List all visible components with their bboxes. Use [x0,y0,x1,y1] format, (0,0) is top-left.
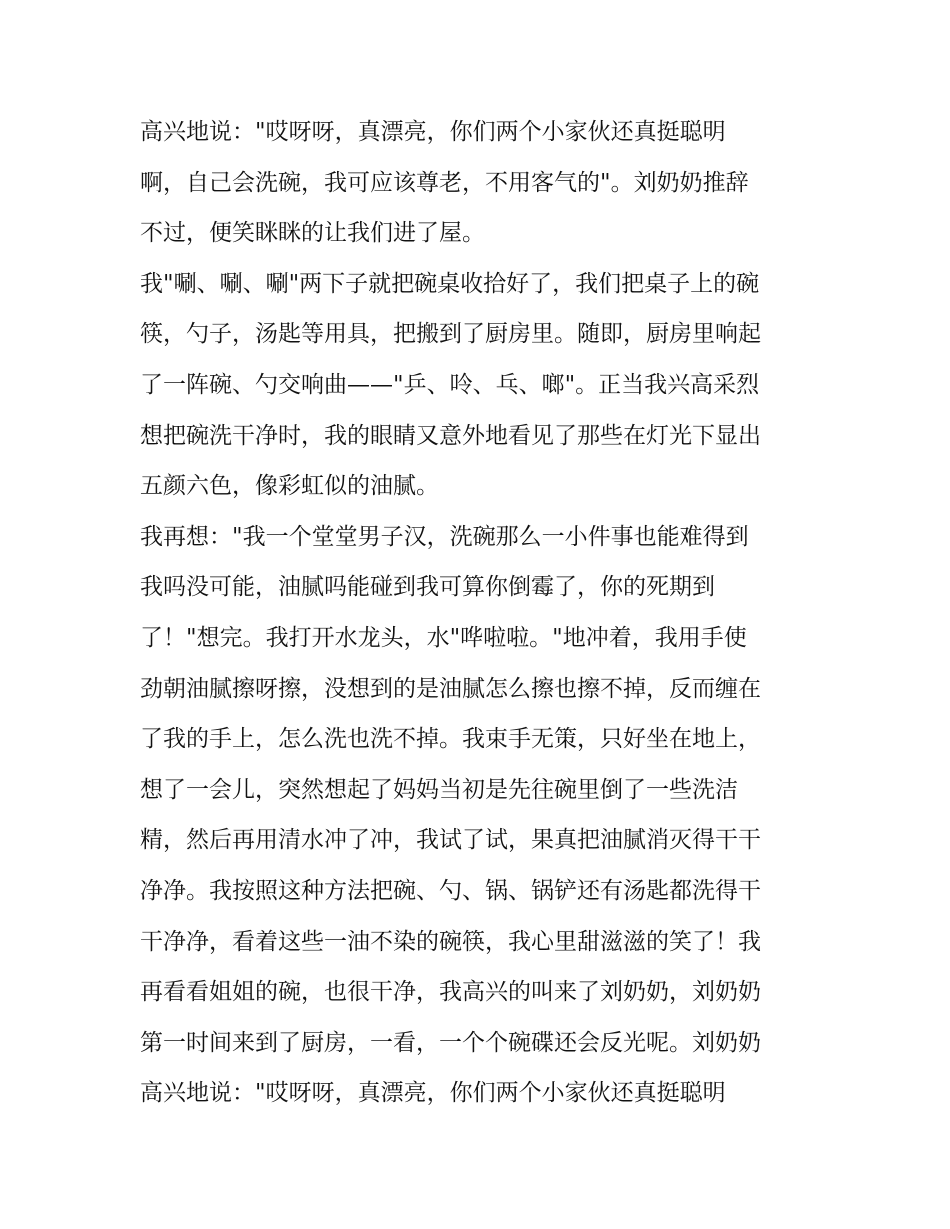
text-line: 了！"想完。我打开水龙头，水"哗啦啦。"地冲着，我用手使 [140,624,747,651]
text-line: 精，然后再用清水冲了冲，我试了试，果真把油腻消灭得干干 [140,827,761,854]
text-line: 了我的手上，怎么洗也洗不掉。我束手无策，只好坐在地上， [140,726,761,753]
text-line: 不过，便笑眯眯的让我们进了屋。 [140,220,485,247]
text-line: 我再想："我一个堂堂男子汉，洗碗那么一小件事也能难得到 [140,523,749,550]
document-body [140,107,820,1119]
text-line: 干净净，看着这些一油不染的碗筷，我心里甜滋滋的笑了！我 [140,928,761,955]
text-line: 了一阵碗、勺交响曲——"乒、呤、乓、啷"。正当我兴高采烈 [140,371,760,398]
text-line: 我"唰、唰、唰"两下子就把碗桌收拾好了，我们把桌子上的碗 [140,270,760,297]
text-line: 高兴地说："哎呀呀，真漂亮，你们两个小家伙还真挺聪明 [140,1080,726,1107]
text-line: 再看看姐姐的碗，也很干净，我高兴的叫来了刘奶奶，刘奶奶 [140,979,761,1006]
text-line: 五颜六色，像彩虹似的油腻。 [140,473,439,500]
text-line: 筷，勺子，汤匙等用具，把搬到了厨房里。随即，厨房里响起 [140,321,761,348]
text-line: 我吗没可能，油腻吗能碰到我可算你倒霉了，你的死期到 [140,574,715,601]
text-line: 第一时间来到了厨房，一看，一个个碗碟还会反光呢。刘奶奶 [140,1029,761,1056]
text-line: 想了一会儿，突然想起了妈妈当初是先往碗里倒了一些洗洁 [140,776,738,803]
text-line: 高兴地说："哎呀呀，真漂亮，你们两个小家伙还真挺聪明 [140,119,726,145]
text-line: 想把碗洗干净时，我的眼睛又意外地看见了那些在灯光下显出 [140,422,761,449]
text-line: 净净。我按照这种方法把碗、勺、锅、锅铲还有汤匙都洗得干 [140,877,761,904]
text-line: 劲朝油腻擦呀擦，没想到的是油腻怎么擦也擦不掉，反而缠在 [140,675,761,702]
text-line: 啊，自己会洗碗，我可应该尊老，不用客气的"。刘奶奶推辞 [140,169,749,196]
